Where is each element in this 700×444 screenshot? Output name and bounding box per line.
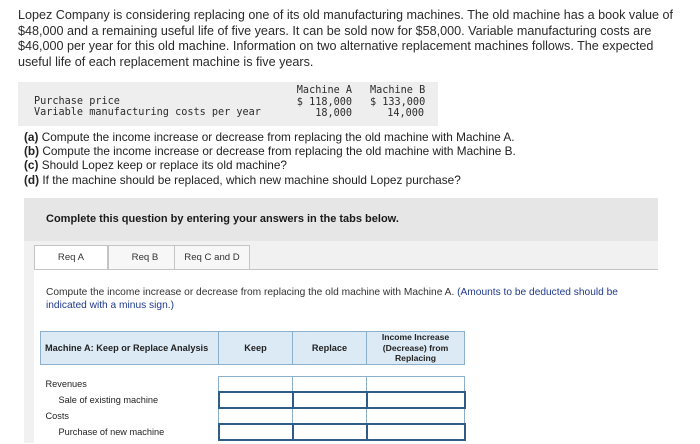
replace-input[interactable] xyxy=(293,424,367,440)
question-a: (a) Compute the income increase or decrease from replacing the old machine with Machine A. xyxy=(24,130,515,144)
row-label: Purchase of new machine xyxy=(58,427,165,437)
tab-req-c-and-d[interactable]: Req C and D xyxy=(174,245,250,270)
instruction-bar xyxy=(24,198,658,241)
machine-a-variable: 18,000 xyxy=(315,108,352,119)
table-row xyxy=(41,392,465,408)
table-header-row xyxy=(41,332,465,365)
keep-input[interactable] xyxy=(219,424,293,440)
tab-req-b[interactable]: Req B xyxy=(108,245,182,270)
machine-b-column xyxy=(370,85,424,120)
row-label: Costs xyxy=(45,411,69,421)
question-c: (c) Should Lopez keep or replace its old machine? xyxy=(24,158,287,173)
replace-header: Replace xyxy=(293,332,367,365)
problem-text: Lopez Company is considering replacing one of its old manufacturing machines. The old machine has a book value of $48,000 and a remaining useful life of five years. It can be sold now for $58,000. Variable manufacturing costs are $46,000 per year for this old machine. Information on two alternative replacement machines follows. The expected useful life of each replacement machine is five years. xyxy=(18,8,674,69)
keep-header: Keep xyxy=(219,332,293,365)
income-input[interactable] xyxy=(367,392,465,408)
machine-b-purchase: $ 133,000 xyxy=(370,96,426,108)
analysis-header: Machine A: Keep or Replace Analysis xyxy=(41,332,219,365)
table-row xyxy=(41,408,465,424)
tab-req-a[interactable]: Req A xyxy=(34,245,108,270)
keep-input[interactable] xyxy=(219,392,293,408)
purchase-price-label: Purchase price xyxy=(34,96,120,107)
question-b: (b) Compute the income increase or decrease from replacing the old machine with Machine B. xyxy=(24,144,516,159)
table-row xyxy=(41,424,465,440)
machine-b-variable: 14,000 xyxy=(387,108,424,119)
row-label: Revenues xyxy=(45,379,87,389)
analysis-table xyxy=(40,331,466,441)
machine-a-column xyxy=(294,85,352,120)
machine-a-purchase: $ 118,000 xyxy=(296,96,352,108)
machine-a-header: Machine A xyxy=(296,85,352,96)
givens-table xyxy=(18,82,438,126)
row-label: Sale of existing machine xyxy=(58,395,159,405)
machine-b-header: Machine B xyxy=(370,85,426,96)
tab-content xyxy=(34,269,658,444)
prompt-text: Compute the income increase or decrease from replacing the old machine with Machine A. (Amounts to be deducted should be indicated with a minus sign.) xyxy=(46,287,618,311)
question-list xyxy=(24,130,674,187)
minus-sign-note: (Amounts to be deducted should be indicated with a minus sign.) xyxy=(46,287,618,311)
variable-cost-label: Variable manufacturing costs per year xyxy=(34,107,261,118)
question-d: (d) If the machine should be replaced, which new machine should Lopez purchase? xyxy=(24,172,461,187)
income-input[interactable] xyxy=(367,424,465,440)
instruction-text: Complete this question by entering your answers in the tabs below. xyxy=(46,213,399,225)
income-header: Income Increase (Decrease) from Replacing xyxy=(367,332,465,365)
replace-input[interactable] xyxy=(293,392,367,408)
answer-panel xyxy=(24,241,658,443)
table-row xyxy=(41,376,465,392)
